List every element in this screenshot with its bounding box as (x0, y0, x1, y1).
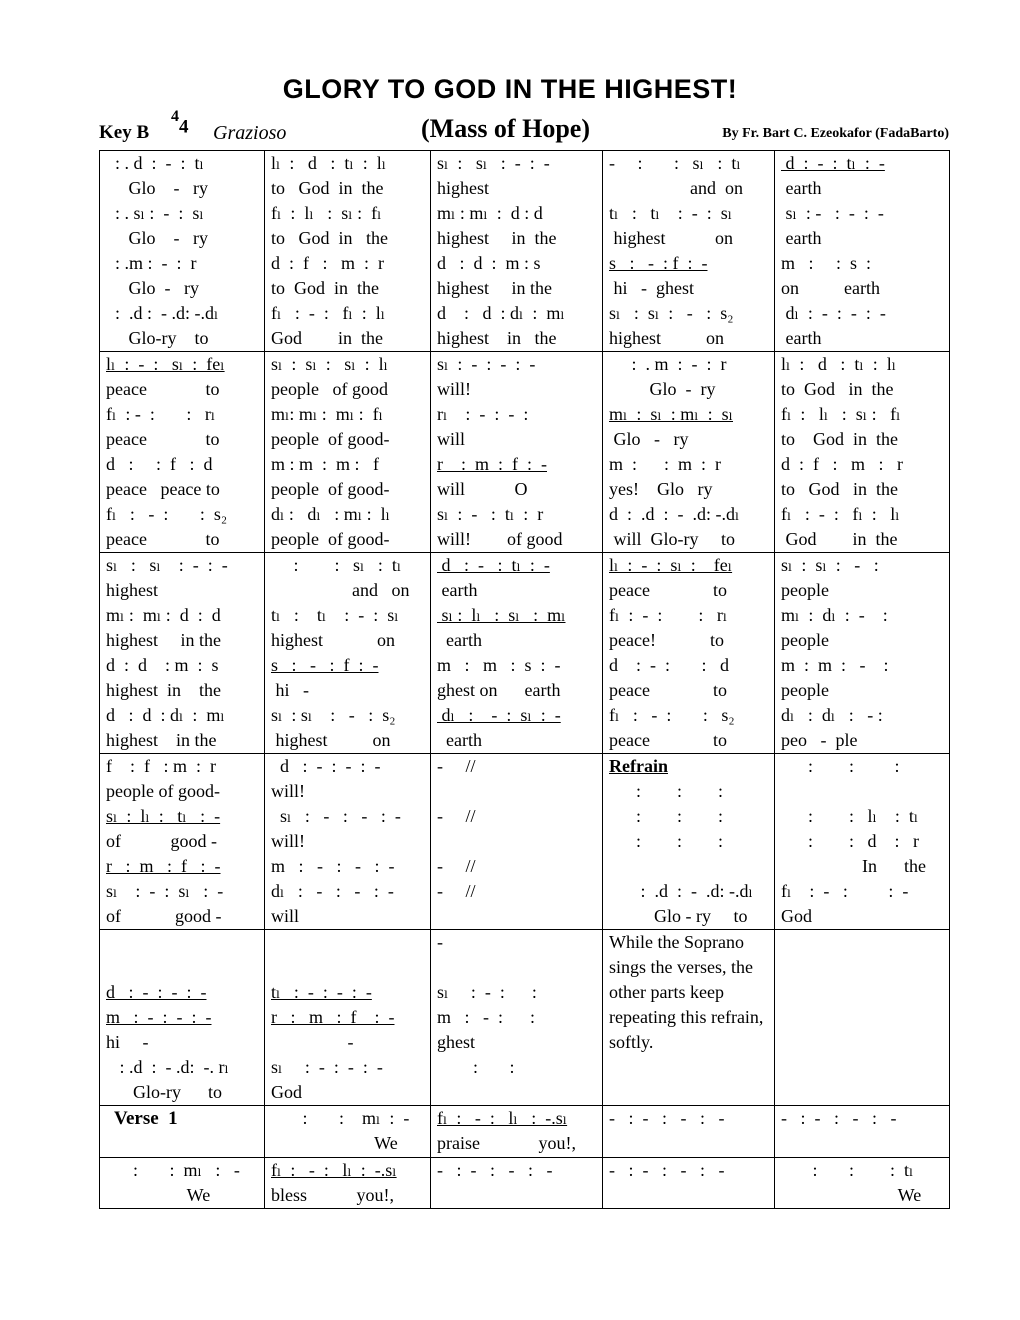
notation-line: tₗ : tₗ : - : sₗ (271, 605, 399, 625)
notation-line: fₗ : - : fₗ : lₗ (271, 303, 386, 323)
notation-line: mₗ : mₗ : d : d (106, 605, 221, 625)
lyric-line: will! (437, 379, 471, 399)
lyric-line: to God in the (781, 379, 894, 399)
time-signature-top: 4 (171, 108, 179, 125)
score-cell (100, 151, 265, 352)
lyric-line: will O (437, 479, 528, 499)
lyric-line (609, 1131, 768, 1156)
tempo-marking: Grazioso (213, 122, 287, 144)
score-cell (431, 1106, 603, 1158)
notation-line: tₗ : tₗ : - : sₗ (609, 203, 733, 223)
score-cell (431, 352, 603, 553)
sol-fa-score-table (99, 150, 950, 1209)
notation-line: d : - : - : - (106, 982, 207, 1002)
score-cell (775, 553, 950, 754)
spacer-line (271, 955, 424, 980)
notation-line: d : d : dₗ : mₗ (106, 705, 225, 725)
notation-line: - : : sₗ : tₗ (609, 153, 741, 173)
lyric-line (609, 1183, 768, 1208)
lyric-line: In the (781, 856, 926, 876)
notation-line: : : mₗ : - (271, 1108, 410, 1128)
lyric-line: will! of good (437, 529, 563, 549)
score-cell (265, 553, 431, 754)
notation-line: m : m : m : f (271, 454, 379, 474)
lyric-line: to God in the (781, 479, 898, 499)
notation-line: sₗ : - : tₗ : r (437, 504, 544, 524)
score-cell (431, 553, 603, 754)
lyric-line: Glo - ry (609, 429, 689, 449)
notation-line: fₗ : - : : rₗ (609, 605, 728, 625)
lyric-line: Glo - ry (609, 379, 716, 399)
lyric-line: people of good- (271, 529, 390, 549)
notation-line: - (437, 932, 443, 952)
lyric-line: We (106, 1185, 211, 1205)
notation-line: d : d : m : s (106, 655, 219, 675)
notation-line: mₗ: mₗ : mₗ : fₗ (271, 404, 383, 424)
lyric-line: ghest (437, 1032, 475, 1052)
lyric-line: hi - (106, 1032, 149, 1052)
time-signature-bottom: 4 (179, 116, 189, 138)
lyric-line: will! (271, 831, 305, 851)
notation-line: s : - : f : - (609, 253, 708, 273)
lyric-line (437, 1183, 596, 1208)
score-cell (775, 151, 950, 352)
lyric-line: to God in the (271, 178, 384, 198)
notation-line: - // (437, 806, 476, 826)
notation-line: fₗ : - : lₗ : -.sₗ (271, 1160, 397, 1180)
notation-line: - : - : - : - (437, 1160, 553, 1180)
notation-line: f : f : m : r (106, 756, 216, 776)
lyric-line (437, 779, 596, 804)
notation-line: : .d : - .d: -.dₗ (609, 881, 753, 901)
score-cell (265, 754, 431, 930)
lyric-line: will! (271, 781, 305, 801)
score-cell (100, 352, 265, 553)
notation-line: d : : f : d (106, 454, 213, 474)
notation-line: : : : (781, 756, 900, 776)
notation-line: m : - : : (437, 1007, 535, 1027)
refrain-instruction: While the Soprano sings the verses, the other parts keep repeating this refrain, softly. (609, 932, 764, 1052)
lyric-line: hi - (271, 680, 309, 700)
score-cell (603, 151, 775, 352)
lyric-line: people (781, 680, 829, 700)
notation-line: r : m : f : - (106, 856, 221, 876)
lyric-line: peace to (106, 529, 220, 549)
composer-credit: By Fr. Bart C. Ezeokafor (FadaBarto) (722, 126, 949, 141)
lyric-line (609, 854, 768, 879)
lyric-line (781, 1131, 943, 1156)
lyric-line: will (271, 906, 300, 926)
notation-line: sₗ : sₗ : - : s₂ (271, 705, 396, 725)
notation-line: lₗ : d : tₗ : lₗ (271, 153, 387, 173)
score-cell (100, 553, 265, 754)
score-cell (603, 1158, 775, 1209)
score-row (100, 352, 950, 553)
notation-line: m : m : s : - (437, 655, 561, 675)
score-row (100, 754, 950, 930)
lyric-line: to God in the (271, 228, 388, 248)
notation-line: : . d : - : tₗ (106, 153, 204, 173)
score-cell (265, 930, 431, 1106)
lyric-line: people (781, 630, 829, 650)
notation-line: sₗ : - : : (437, 982, 537, 1002)
lyric-line: and on (271, 580, 410, 600)
score-row (100, 151, 950, 352)
notation-line: - : - : - : - (781, 1108, 897, 1128)
lyric-line: God in the (271, 328, 383, 348)
notation-line: sₗ : sₗ : - : s₂ (609, 303, 734, 323)
notation-line: : : lₗ : tₗ (781, 806, 919, 826)
lyric-line: to God in the (781, 429, 898, 449)
lyric-line: hi - ghest (609, 278, 694, 298)
lyric-line: highest in the (437, 278, 552, 298)
lyric-line: peace to (609, 580, 727, 600)
notation-line: fₗ : lₗ : sₗ : fₗ (781, 404, 901, 424)
notation-line: d : f : m : r (271, 253, 384, 273)
notation-line: fₗ : lₗ : sₗ : fₗ (271, 203, 382, 223)
notation-line: : : : (609, 806, 724, 826)
spacer-line (781, 930, 943, 955)
lyric-line: peo - ple (781, 730, 858, 750)
notation-line: sₗ : sₗ : - : - (106, 555, 228, 575)
notation-line: : : sₗ : tₗ (271, 555, 402, 575)
notation-line: sₗ : sₗ : - : - (437, 153, 550, 173)
lyric-line: peace peace to (106, 479, 220, 499)
notation-line: : .d : - .d: -.dₗ (106, 303, 219, 323)
notation-line: fₗ : - : : - (781, 881, 909, 901)
lyric-line: earth (437, 630, 482, 650)
notation-line: : : d : r (781, 831, 919, 851)
score-cell (265, 1106, 431, 1158)
score-cell (100, 930, 265, 1106)
lyric-line: Glo - ry (106, 278, 199, 298)
notation-line: r : m : f : - (437, 454, 547, 474)
key-signature: Key B (99, 122, 150, 143)
lyric-line: peace to (609, 680, 727, 700)
lyric-line: highest on (609, 328, 724, 348)
score-cell (775, 352, 950, 553)
notation-line: fₗ : - : : s₂ (106, 504, 228, 524)
lyric-line: to God in the (271, 278, 379, 298)
lyric-line: earth (437, 580, 478, 600)
notation-line: sₗ : - : - : - (437, 354, 536, 374)
notation-line: tₗ : - : - : - (271, 982, 372, 1002)
lyric-line: peace to (106, 379, 220, 399)
notation-line: : : mₗ : - (106, 1160, 240, 1180)
notation-line: : : : (609, 831, 724, 851)
lyric-line: highest (437, 178, 489, 198)
notation-line: : : : tₗ (781, 1160, 914, 1180)
notation-line: sₗ : - : - : - (781, 203, 884, 223)
notation-line: d : - : - : - (271, 756, 381, 776)
notation-line: fₗ : - : lₗ : -.sₗ (437, 1108, 568, 1128)
notation-line: fₗ : - : fₗ : lₗ (781, 504, 900, 524)
lyric-line: We (781, 1185, 922, 1205)
lyric-line: highest (106, 580, 158, 600)
lyric-line: earth (781, 178, 822, 198)
spacer-line (106, 955, 258, 980)
lyric-line (437, 904, 596, 929)
lyric-line: of good - (106, 906, 222, 926)
score-cell (431, 754, 603, 930)
lyric-line: highest on (271, 730, 391, 750)
notation-line: m : - : - : - (106, 1007, 212, 1027)
lyric-line: God (781, 906, 812, 926)
notation-line: - // (437, 881, 476, 901)
score-cell (431, 1158, 603, 1209)
notation-line: : .m : - : r (106, 253, 197, 273)
notation-line: sₗ : - : - : - (271, 806, 401, 826)
notation-line: d : d : m : s (437, 253, 541, 273)
lyric-line: on earth (781, 278, 880, 298)
refrain-instruction-cell (603, 930, 775, 1106)
notation-line: mₗ : mₗ : d : d (437, 203, 543, 223)
notation-line: dₗ : dₗ : - : (781, 705, 883, 725)
lyric-line: people (781, 580, 829, 600)
lyric-line: and on (609, 178, 743, 198)
lyric-line: highest in the (106, 630, 221, 650)
spacer-line (106, 1131, 258, 1156)
lyric-line: will (437, 429, 466, 449)
notation-line: m : m : - : (781, 655, 889, 675)
score-row (100, 1158, 950, 1209)
notation-line: : .d : - .d: -. rₗ (106, 1057, 229, 1077)
lyric-line: people of good (271, 379, 388, 399)
notation-line: - : - : - : - (609, 1108, 725, 1128)
lyric-line: people of good- (271, 429, 390, 449)
lyric-line (781, 779, 943, 804)
lyric-line: earth (781, 328, 822, 348)
notation-line: sₗ : - : - : - (271, 1057, 383, 1077)
notation-line: d : - : tₗ : - (437, 555, 550, 575)
lyric-line (437, 829, 596, 854)
notation-line: sₗ : sₗ : - : (781, 555, 879, 575)
lyric-line: of good - (106, 831, 217, 851)
score-cell (265, 1158, 431, 1209)
spacer-line (437, 1080, 596, 1105)
lyric-line: highest in the (106, 680, 221, 700)
notation-line: mₗ : sₗ : mₗ : sₗ (609, 404, 733, 424)
lyric-line: highest in the (437, 328, 557, 348)
time-signature (171, 108, 189, 138)
notation-line: : . m : - : r (609, 354, 727, 374)
score-cell (265, 352, 431, 553)
lyric-line: peace to (106, 429, 220, 449)
score-header (99, 108, 949, 150)
lyric-line: Glo-ry to (106, 328, 209, 348)
page-title: GLORY TO GOD IN THE HIGHEST! (282, 74, 738, 104)
lyric-line: God (271, 1082, 302, 1102)
notation-line: dₗ : dₗ : mₗ : lₗ (271, 504, 390, 524)
notation-line: r : m : f : - (271, 1007, 395, 1027)
notation-line: dₗ : - : sₗ : - (437, 705, 561, 725)
notation-line: : . sₗ : - : sₗ (106, 203, 204, 223)
notation-line: mₗ : dₗ : - : (781, 605, 888, 625)
spacer-line (106, 930, 258, 955)
score-cell (775, 754, 950, 930)
notation-line: lₗ : - : sₗ : feₗ (106, 354, 225, 374)
notation-line: d : .d : - .d: -.dₗ (609, 504, 740, 524)
notation-line: m : - : - : - (271, 856, 395, 876)
notation-line: sₗ : lₗ : sₗ : mₗ (437, 605, 566, 625)
score-cell (775, 930, 950, 1106)
notation-line: sₗ : - : sₗ : - (106, 881, 224, 901)
score-row-verse-1 (100, 1106, 950, 1158)
score-cell (603, 352, 775, 553)
lyric-line: people of good- (271, 479, 390, 499)
notation-line: : : (437, 1057, 515, 1077)
lyric-line: earth (437, 730, 482, 750)
score-cell (603, 754, 775, 930)
spacer-line (271, 930, 424, 955)
refrain-heading: Refrain (609, 756, 668, 776)
lyric-line: highest on (609, 228, 733, 248)
score-cell (265, 151, 431, 352)
lyric-line: Glo - ry (106, 178, 208, 198)
notation-line: sₗ : lₗ : tₗ : - (106, 806, 221, 826)
lyric-line: peace! to (609, 630, 724, 650)
lyric-line: Glo - ry (106, 228, 208, 248)
lyric-line: We (271, 1133, 398, 1153)
lyric-line: will Glo-ry to (609, 529, 735, 549)
notation-line: dₗ : - : - : - (781, 303, 886, 323)
score-row (100, 930, 950, 1106)
notation-line: lₗ : d : tₗ : lₗ (781, 354, 897, 374)
lyric-line: earth (781, 228, 822, 248)
notation-line: fₗ : - : : rₗ (106, 404, 216, 424)
notation-line: - : - : - : - (609, 1160, 725, 1180)
lyric-line: Glo-ry to (106, 1082, 222, 1102)
notation-line: m : : m : r (609, 454, 721, 474)
score-cell (603, 1106, 775, 1158)
notation-line: sₗ : sₗ : sₗ : lₗ (271, 354, 388, 374)
notation-line: m : : s : (781, 253, 872, 273)
notation-line: d : d : dₗ : mₗ (437, 303, 565, 323)
notation-line: d : f : m : r (781, 454, 903, 474)
verse-label: Verse 1 (114, 1108, 178, 1129)
notation-line: - // (437, 856, 476, 876)
lyric-line: highest on (271, 630, 395, 650)
lyric-line: God in the (781, 529, 898, 549)
score-cell (431, 151, 603, 352)
lyric-line: ghest on earth (437, 680, 561, 700)
score-cell (775, 1106, 950, 1158)
notation-line: fₗ : - : : s₂ (609, 705, 735, 725)
lyric-line: praise you!, (437, 1133, 576, 1153)
notation-line: lₗ : - : sₗ : feₗ (609, 555, 733, 575)
lyric-line: people of good- (106, 781, 220, 801)
score-cell (100, 754, 265, 930)
notation-line: - // (437, 756, 476, 776)
notation-line: s : - : f : - (271, 655, 379, 675)
notation-line: rₗ : - : - : (437, 404, 529, 424)
notation-line: : : : (609, 781, 724, 801)
score-cell (100, 1158, 265, 1209)
lyric-line: - (271, 1032, 354, 1052)
notation-line: d : - : : d (609, 655, 729, 675)
lyric-line: Glo - ry to (609, 906, 748, 926)
lyric-line: bless you!, (271, 1185, 394, 1205)
notation-line: d : - : tₗ : - (781, 153, 885, 173)
score-cell (431, 930, 603, 1106)
lyric-line: peace to (609, 730, 727, 750)
verse-label-cell (100, 1106, 265, 1158)
notation-line: dₗ : - : - : - (271, 881, 394, 901)
mass-title: (Mass of Hope) (421, 114, 590, 143)
score-cell (775, 1158, 950, 1209)
lyric-line: highest in the (106, 730, 217, 750)
lyric-line: highest in the (437, 228, 557, 248)
score-cell (603, 553, 775, 754)
lyric-line: yes! Glo ry (609, 479, 713, 499)
spacer-line (437, 955, 596, 980)
score-row (100, 553, 950, 754)
